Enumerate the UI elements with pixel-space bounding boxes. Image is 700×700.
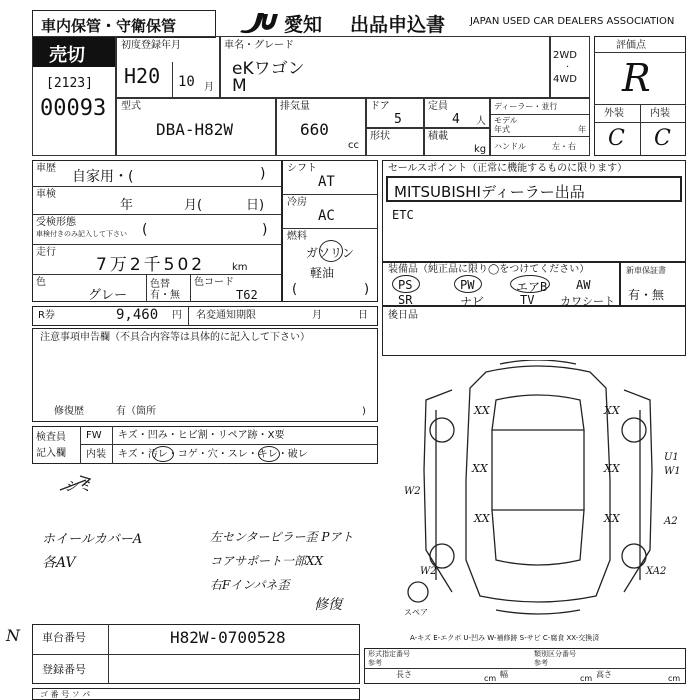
- model-year-unit: 年: [578, 125, 586, 134]
- equip-sr: SR: [398, 293, 413, 307]
- org-name: 愛知: [284, 14, 323, 36]
- shift-value: AT: [318, 174, 335, 190]
- lot-code: [2123]: [46, 76, 93, 91]
- fuel-gasoline: ガソリン: [306, 246, 355, 260]
- fuel-label: 燃料: [287, 231, 307, 242]
- color-value: グレー: [88, 288, 128, 303]
- inspection-day-unit: 日): [246, 198, 265, 213]
- handle-label: ハンドル: [494, 142, 526, 151]
- mark-a2: A2: [664, 516, 678, 527]
- inspection-label: 車検: [36, 189, 56, 200]
- inspector-fw-items: キズ・凹み・ヒビ割・リペア跡・X要: [118, 430, 285, 441]
- hw-all-av: 各AV: [42, 555, 76, 571]
- equip-airbag: エアB: [516, 280, 548, 294]
- color-label: 色: [36, 277, 46, 288]
- shape-label: 形状: [370, 131, 390, 142]
- equip-pw-circle: [454, 275, 482, 293]
- mark-xa2: XA2: [646, 566, 667, 577]
- type-spec-label1: 形式指定番号: [368, 650, 410, 658]
- int-stain-circle: [152, 446, 174, 462]
- dealer-label: ディーラー・並行: [494, 102, 558, 111]
- inspector-label-1: 検査員: [36, 432, 66, 443]
- type-spec-label2b: 参考: [534, 659, 548, 667]
- score-int-label: 内装: [650, 108, 670, 119]
- equip-tv: TV: [520, 293, 535, 307]
- type-spec-height: 高さ: [596, 670, 612, 679]
- equip-leather: カワシート: [560, 295, 615, 308]
- inspector-label-2: 記入欄: [36, 448, 66, 459]
- repaint-options: 有・無: [150, 290, 180, 301]
- received-open: (: [142, 222, 148, 238]
- mark-xx-3: XX: [472, 462, 488, 475]
- selling-points-label: セールスポイント（正常に機能するものに限ります）: [388, 163, 628, 174]
- fuel-light-oil: 軽油: [310, 266, 335, 280]
- lot-number: 00093: [40, 96, 107, 121]
- car-name-value: eKワゴン: [232, 59, 305, 79]
- first-reg-month: 10: [178, 74, 195, 90]
- name-change-label: 名変通知期限: [196, 310, 256, 321]
- chassis-value: H82W-0700528: [170, 628, 286, 647]
- history-label: 車歴: [36, 163, 56, 174]
- storage-title: 車内保管・守衛保管: [41, 17, 177, 35]
- recycle-value: 9,460: [116, 307, 159, 323]
- after-info-label: 後日品: [388, 310, 418, 321]
- hw-wheel-cover: ホイールカバーA: [42, 532, 143, 547]
- selling-points-line1: MITSUBISHIディーラー出品: [394, 183, 585, 201]
- drive-4wd: 4WD: [553, 74, 577, 85]
- displacement-value: 660: [300, 120, 329, 139]
- type-spec-label1b: 参考: [368, 659, 382, 667]
- car-damage-diagram: [396, 360, 680, 628]
- type-spec-height-unit: cm: [668, 674, 681, 683]
- score-value: R: [622, 56, 651, 100]
- inspector-int-label: 内装: [86, 449, 106, 460]
- mark-w2-bottom: W2: [420, 566, 437, 577]
- capacity-unit: 人: [476, 116, 486, 127]
- mark-xx-6: XX: [604, 512, 620, 525]
- color-code-label: 色コード: [194, 277, 234, 288]
- load-label: 積載: [428, 131, 448, 142]
- type-spec-width: 幅: [500, 670, 508, 679]
- inspection-year-unit: 年: [120, 198, 134, 213]
- bottom-fragment: ゴ 番 号 ソ パ: [40, 690, 91, 699]
- hw-center-pillar: 左センターピラー歪 Pアト: [210, 530, 354, 544]
- type-spec-block: [364, 648, 686, 684]
- score-ext-value: C: [608, 126, 625, 151]
- sold-badge: [33, 37, 115, 67]
- after-info-block: [382, 306, 686, 356]
- received-close: ): [262, 222, 268, 238]
- drive-box: [550, 36, 590, 98]
- aircon-label: 冷房: [287, 197, 307, 208]
- model-value: DBA-H82W: [156, 120, 234, 139]
- assoc-name: JAPAN USED CAR DEALERS ASSOCIATION: [470, 16, 675, 27]
- displacement-unit: cc: [348, 140, 359, 151]
- equip-pw: PW: [460, 278, 475, 292]
- model-year-label2: 年式: [494, 125, 510, 134]
- notes-label: 注意事項申告欄（不具合内容等は具体的に記入して下さい）: [40, 332, 310, 343]
- mark-w1: W1: [664, 466, 681, 477]
- chassis-label: 車台番号: [42, 631, 86, 644]
- ju-logo: [238, 10, 282, 34]
- equip-navi: ナビ: [460, 295, 485, 309]
- type-spec-label2: 類別区分番号: [534, 650, 576, 658]
- mileage-value: 7万2千502: [96, 255, 206, 275]
- mileage-label: 走行: [36, 247, 56, 258]
- model-year-label1: モデル: [494, 116, 518, 125]
- warranty-options: 有・無: [628, 288, 665, 302]
- sold-label: 売切: [49, 45, 85, 66]
- aircon-value: AC: [318, 208, 335, 224]
- inspection-month-unit: 月(: [184, 198, 203, 213]
- displacement-label: 排気量: [280, 101, 310, 112]
- hw-stain: シミ: [64, 479, 92, 495]
- car-name-label: 車名・グレード: [224, 40, 294, 51]
- type-spec-width-unit: cm: [580, 674, 593, 683]
- stain-arrow-icon: [56, 464, 106, 494]
- first-reg-month-unit: 月: [204, 82, 214, 93]
- selling-points-line2: ETC: [392, 208, 414, 222]
- mileage-unit: km: [232, 262, 248, 273]
- history-value: 自家用・(: [72, 169, 134, 185]
- history-close: ): [260, 166, 266, 182]
- car-grade-value: M: [232, 76, 247, 96]
- hw-right-fender: 右Fインパネ歪: [210, 578, 290, 592]
- fuel-close: ): [364, 282, 370, 297]
- type-spec-length-unit: cm: [484, 674, 497, 683]
- selling-points-box: [386, 176, 682, 202]
- repaint-label: 色替: [150, 279, 170, 290]
- repair-close: ): [362, 406, 366, 417]
- received-label: 受検形態: [36, 217, 76, 228]
- door-value: 5: [394, 112, 402, 127]
- model-label: 型式: [121, 101, 141, 112]
- drive-2wd: 2WD: [553, 50, 577, 61]
- recycle-label: R券: [38, 310, 55, 321]
- chassis-mark: N: [6, 626, 20, 645]
- form-title: 出品申込書: [350, 14, 446, 36]
- shift-label: シフト: [287, 163, 317, 174]
- first-reg-year: H20: [124, 64, 161, 88]
- mark-xx-2: XX: [604, 404, 620, 417]
- spare-label: スペア: [404, 608, 428, 617]
- damage-legend: A-キズ E-エクボ U-凹み W-補修跡 S-サビ C-腐食 XX-交換済: [410, 634, 600, 642]
- hw-repaired: 修復: [314, 597, 342, 613]
- mark-xx-5: XX: [474, 512, 490, 525]
- handle-options: 左・右: [552, 142, 576, 151]
- type-spec-length: 長さ: [396, 670, 412, 679]
- fuel-open: (: [292, 282, 298, 297]
- repair-label: 修復歴: [54, 406, 84, 417]
- int-scuff-circle: [258, 446, 280, 462]
- mark-xx-1: XX: [474, 404, 490, 417]
- hw-core-support: コアサポート一部XX: [210, 554, 324, 568]
- header-left-box: [32, 10, 216, 38]
- repair-value: 有（箇所: [116, 406, 156, 417]
- score-int-value: C: [654, 126, 671, 151]
- color-code-value: T62: [236, 288, 258, 302]
- mark-w2-left: W2: [404, 486, 421, 497]
- recycle-unit: 円: [172, 310, 182, 321]
- score-label: 評価点: [616, 40, 646, 51]
- capacity-label: 定員: [428, 101, 448, 112]
- inspector-int-items: キズ・汚レ・コゲ・穴・スレ・キレ・破レ: [118, 449, 308, 460]
- ju-logo-icon: [238, 10, 282, 34]
- equip-airbag-circle: [510, 275, 550, 293]
- first-reg-label: 初度登録年月: [121, 40, 181, 51]
- capacity-value: 4: [452, 112, 460, 127]
- mark-u1: U1: [664, 452, 679, 463]
- equipment-label: 装備品（純正品に限り◯をつけてください）: [388, 264, 590, 275]
- fuel-gasoline-circle: [319, 240, 343, 262]
- equip-ps-circle: [392, 275, 420, 293]
- drive-dot: ·: [566, 62, 570, 73]
- name-change-day: 日: [358, 310, 368, 321]
- registration-label: 登録番号: [42, 663, 86, 676]
- warranty-label: 新車保証書: [626, 266, 666, 275]
- name-change-month: 月: [312, 310, 322, 321]
- inspector-fw-label: FW: [86, 430, 102, 441]
- equip-ps: PS: [398, 278, 413, 292]
- load-unit: kg: [474, 144, 487, 155]
- mark-xx-4: XX: [604, 462, 620, 475]
- door-label: ドア: [370, 101, 390, 112]
- equip-aw: AW: [576, 278, 591, 292]
- score-ext-label: 外装: [604, 108, 624, 119]
- received-note: 車検付きのみ記入して下さい: [36, 230, 127, 238]
